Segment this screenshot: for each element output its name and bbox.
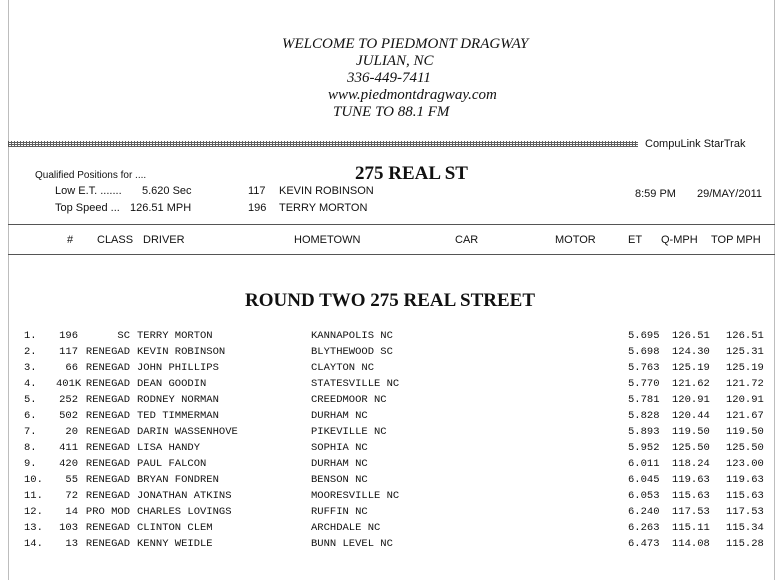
row-top-mph: 120.91 <box>726 394 764 406</box>
table-row <box>0 536 780 552</box>
col-et: ET <box>628 234 643 246</box>
location-line: JULIAN, NC <box>356 53 434 69</box>
row-et: 5.698 <box>628 346 660 358</box>
row-car-number: 66 <box>65 362 78 374</box>
welcome-line: WELCOME TO PIEDMONT DRAGWAY <box>282 36 529 52</box>
col-car: CAR <box>455 234 479 246</box>
row-q-mph: 121.62 <box>672 378 710 390</box>
column-header-bottom-rule <box>8 254 775 255</box>
row-hometown: SOPHIA NC <box>311 442 368 454</box>
row-driver: DARIN WASSENHOVE <box>137 426 238 438</box>
row-position: 14. <box>24 538 43 550</box>
row-position: 10. <box>24 474 43 486</box>
row-top-mph: 119.63 <box>726 474 764 486</box>
row-class: RENEGAD <box>85 538 130 550</box>
row-position: 5. <box>24 394 37 406</box>
row-hometown: DURHAM NC <box>311 458 368 470</box>
table-row <box>0 328 780 344</box>
row-q-mph: 125.19 <box>672 362 710 374</box>
row-et: 5.770 <box>628 378 660 390</box>
row-hometown: BLYTHEWOOD SC <box>311 346 393 358</box>
table-row <box>0 504 780 520</box>
row-hometown: ARCHDALE NC <box>311 522 381 534</box>
row-top-mph: 125.50 <box>726 442 764 454</box>
row-driver: LISA HANDY <box>137 442 201 454</box>
row-position: 7. <box>24 426 37 438</box>
row-et: 5.763 <box>628 362 660 374</box>
row-driver: RODNEY NORMAN <box>137 394 219 406</box>
row-top-mph: 117.53 <box>726 506 764 518</box>
class-title: 275 REAL ST <box>355 163 468 184</box>
row-driver: BRYAN FONDREN <box>137 474 219 486</box>
row-q-mph: 114.08 <box>672 538 710 550</box>
row-class: RENEGAD <box>85 394 130 406</box>
report-date: 29/MAY/2011 <box>697 188 763 200</box>
row-top-mph: 125.19 <box>726 362 764 374</box>
row-hometown: CLAYTON NC <box>311 362 375 374</box>
row-class: RENEGAD <box>85 522 130 534</box>
top-speed-car-number: 196 <box>248 202 267 214</box>
row-position: 6. <box>24 410 37 422</box>
row-position: 11. <box>24 490 43 502</box>
row-position: 4. <box>24 378 37 390</box>
row-top-mph: 115.63 <box>726 490 764 502</box>
row-hometown: BUNN LEVEL NC <box>311 538 393 550</box>
row-hometown: MOORESVILLE NC <box>311 490 400 502</box>
row-hometown: DURHAM NC <box>311 410 368 422</box>
row-class: RENEGAD <box>85 458 130 470</box>
row-q-mph: 126.51 <box>672 330 710 342</box>
row-et: 5.893 <box>628 426 660 438</box>
row-hometown: STATESVILLE NC <box>311 378 400 390</box>
row-position: 1. <box>24 330 37 342</box>
round-title: ROUND TWO 275 REAL STREET <box>245 290 535 311</box>
radio-line: TUNE TO 88.1 FM <box>333 104 450 120</box>
column-header-top-rule <box>8 224 775 225</box>
row-car-number: 420 <box>59 458 78 470</box>
low-et-value: 5.620 Sec <box>142 185 192 197</box>
row-car-number: 55 <box>65 474 78 486</box>
row-position: 13. <box>24 522 43 534</box>
row-class: RENEGAD <box>85 346 130 358</box>
row-et: 6.045 <box>628 474 660 486</box>
row-car-number: 20 <box>65 426 78 438</box>
row-hometown: KANNAPOLIS NC <box>311 330 393 342</box>
row-position: 8. <box>24 442 37 454</box>
results-table <box>0 328 780 552</box>
low-et-car-number: 117 <box>248 185 266 197</box>
top-speed-label: Top Speed ... <box>55 202 120 214</box>
row-et: 5.828 <box>628 410 660 422</box>
phone-line: 336-449-7411 <box>347 70 431 86</box>
row-driver: TERRY MORTON <box>137 330 213 342</box>
row-class: RENEGAD <box>85 442 130 454</box>
top-speed-driver: TERRY MORTON <box>279 202 368 214</box>
row-driver: DEAN GOODIN <box>137 378 207 390</box>
timing-system-brand: CompuLink StarTrak <box>645 138 746 150</box>
table-row <box>0 408 780 424</box>
qualified-label: Qualified Positions for .... <box>35 170 147 181</box>
row-top-mph: 119.50 <box>726 426 764 438</box>
row-driver: CHARLES LOVINGS <box>137 506 232 518</box>
row-et: 6.011 <box>628 458 660 470</box>
row-position: 12. <box>24 506 43 518</box>
row-car-number: 502 <box>59 410 78 422</box>
row-car-number: 13 <box>65 538 78 550</box>
row-et: 6.473 <box>628 538 660 550</box>
table-row <box>0 344 780 360</box>
row-car-number: 117 <box>59 346 78 358</box>
row-class: RENEGAD <box>85 426 130 438</box>
row-class: RENEGAD <box>85 362 130 374</box>
row-top-mph: 115.34 <box>726 522 764 534</box>
row-class: SC <box>117 330 130 342</box>
row-car-number: 103 <box>59 522 78 534</box>
row-position: 3. <box>24 362 37 374</box>
row-hometown: RUFFIN NC <box>311 506 368 518</box>
row-top-mph: 123.00 <box>726 458 764 470</box>
row-et: 5.781 <box>628 394 660 406</box>
table-row <box>0 472 780 488</box>
row-q-mph: 119.50 <box>672 426 710 438</box>
row-et: 6.263 <box>628 522 660 534</box>
row-top-mph: 121.72 <box>726 378 764 390</box>
row-top-mph: 121.67 <box>726 410 764 422</box>
row-et: 5.695 <box>628 330 660 342</box>
table-row <box>0 376 780 392</box>
col-driver: DRIVER <box>143 234 185 246</box>
row-driver: JOHN PHILLIPS <box>137 362 219 374</box>
col-class: CLASS <box>97 234 134 246</box>
row-class: RENEGAD <box>85 410 130 422</box>
row-hometown: PIKEVILLE NC <box>311 426 387 438</box>
row-q-mph: 120.91 <box>672 394 710 406</box>
row-car-number: 411 <box>59 442 78 454</box>
table-row <box>0 392 780 408</box>
row-car-number: 72 <box>65 490 78 502</box>
table-row <box>0 456 780 472</box>
table-row <box>0 424 780 440</box>
row-q-mph: 125.50 <box>672 442 710 454</box>
row-top-mph: 126.51 <box>726 330 764 342</box>
row-class: RENEGAD <box>85 474 130 486</box>
row-position: 9. <box>24 458 37 470</box>
row-et: 5.952 <box>628 442 660 454</box>
table-row <box>0 440 780 456</box>
top-speed-value: 126.51 MPH <box>130 202 192 214</box>
row-hometown: BENSON NC <box>311 474 368 486</box>
row-driver: KENNY WEIDLE <box>137 538 213 550</box>
row-q-mph: 120.44 <box>672 410 710 422</box>
dotted-separator <box>8 141 638 147</box>
row-et: 6.053 <box>628 490 660 502</box>
row-driver: JONATHAN ATKINS <box>137 490 232 502</box>
row-car-number: 196 <box>59 330 78 342</box>
row-q-mph: 118.24 <box>672 458 710 470</box>
row-q-mph: 115.63 <box>672 490 710 502</box>
row-hometown: CREEDMOOR NC <box>311 394 387 406</box>
row-q-mph: 119.63 <box>672 474 710 486</box>
row-driver: CLINTON CLEM <box>137 522 213 534</box>
col-number: # <box>67 234 74 246</box>
row-car-number: 252 <box>59 394 78 406</box>
low-et-label: Low E.T. ....... <box>55 185 122 197</box>
row-et: 6.240 <box>628 506 660 518</box>
row-car-number: 14 <box>65 506 78 518</box>
report-time: 8:59 PM <box>635 188 676 200</box>
row-q-mph: 115.11 <box>672 522 710 534</box>
row-car-number: 401K <box>56 378 82 390</box>
col-hometown: HOMETOWN <box>294 234 361 246</box>
col-q-mph: Q-MPH <box>661 234 698 246</box>
row-top-mph: 125.31 <box>726 346 764 358</box>
row-q-mph: 117.53 <box>672 506 710 518</box>
row-class: PRO MOD <box>85 506 130 518</box>
row-driver: KEVIN ROBINSON <box>137 346 226 358</box>
table-row <box>0 520 780 536</box>
row-position: 2. <box>24 346 37 358</box>
row-class: RENEGAD <box>85 378 130 390</box>
row-driver: PAUL FALCON <box>137 458 207 470</box>
row-top-mph: 115.28 <box>726 538 764 550</box>
col-motor: MOTOR <box>555 234 596 246</box>
col-top-mph: TOP MPH <box>711 234 761 246</box>
table-row <box>0 488 780 504</box>
row-driver: TED TIMMERMAN <box>137 410 219 422</box>
row-class: RENEGAD <box>85 490 130 502</box>
low-et-driver: KEVIN ROBINSON <box>279 185 374 197</box>
website-line: www.piedmontdragway.com <box>328 87 497 103</box>
table-row <box>0 360 780 376</box>
row-q-mph: 124.30 <box>672 346 710 358</box>
